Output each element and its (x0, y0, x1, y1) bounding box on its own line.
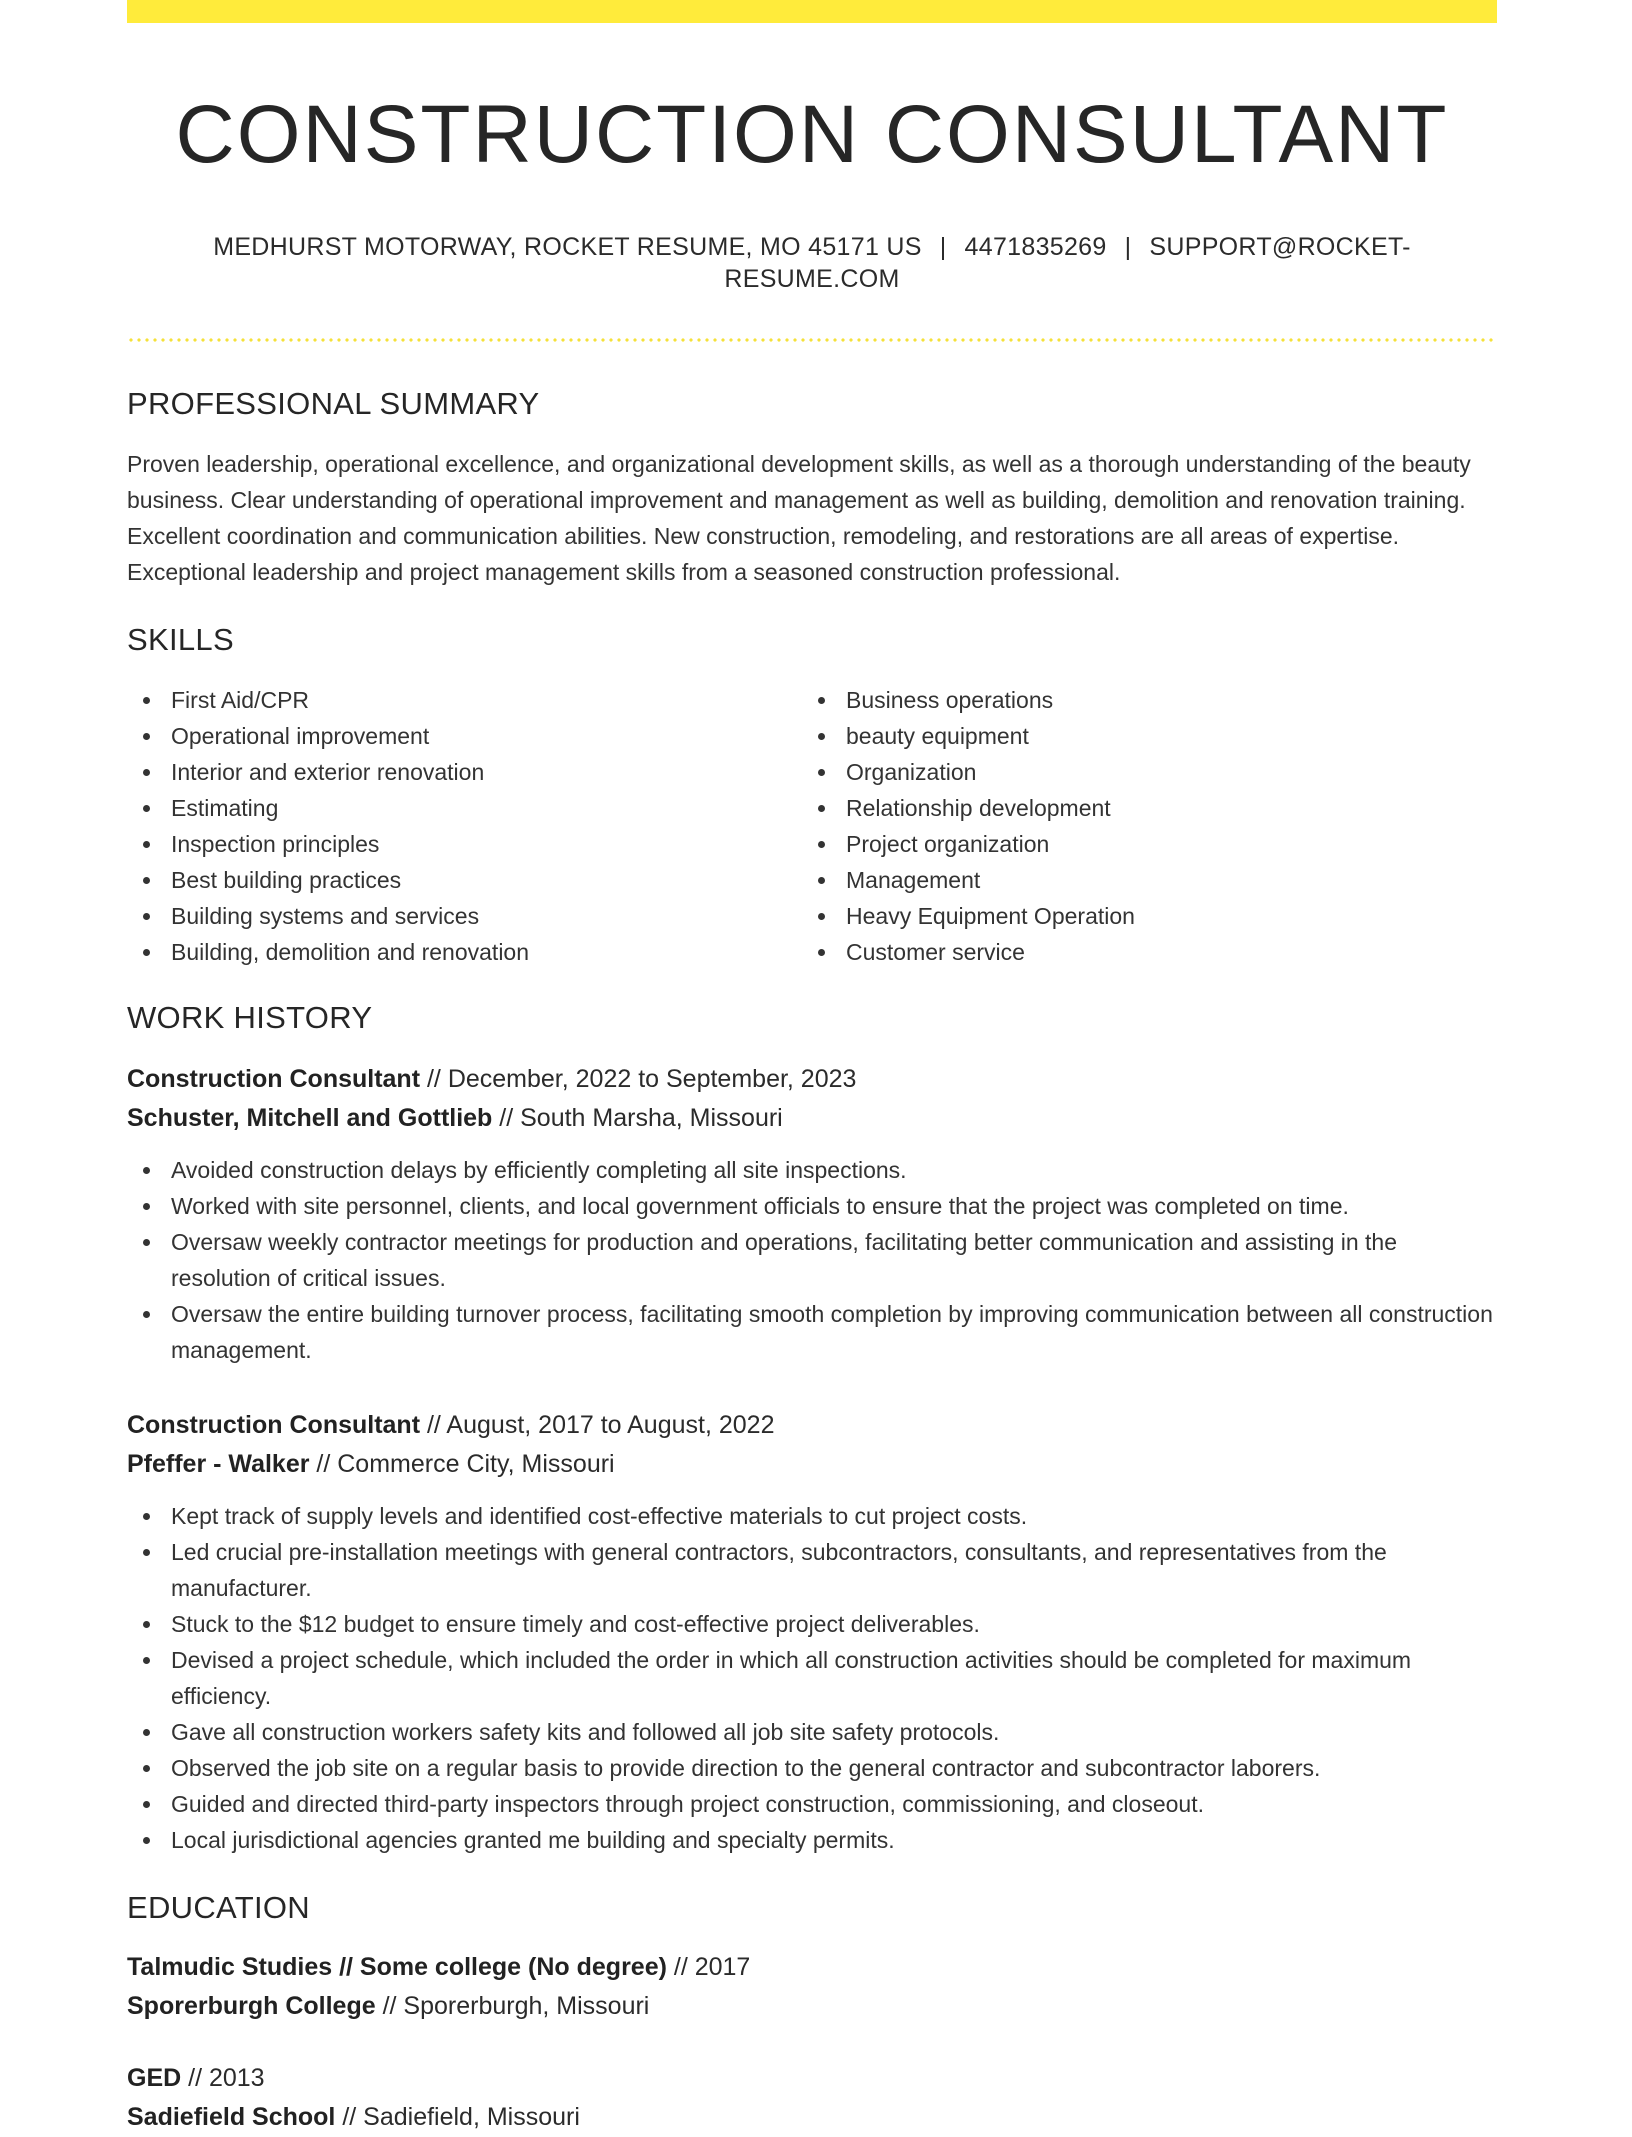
skill-item: Operational improvement (127, 718, 802, 754)
skills-left-list (127, 682, 802, 970)
edu-year: // 2013 (181, 2064, 265, 2092)
skill-item: Building systems and services (127, 898, 802, 934)
edu-school-line (127, 1987, 1497, 2026)
skill-item: Best building practices (127, 862, 802, 898)
summary-heading: PROFESSIONAL SUMMARY (127, 386, 540, 421)
edu-degree-line (127, 2059, 1497, 2098)
job-bullet: Kept track of supply levels and identified cost-effective materials to cut project costs. (127, 1498, 1497, 1534)
resume-page (127, 0, 1497, 2137)
separator: | (1124, 233, 1132, 261)
skills-heading: SKILLS (127, 622, 234, 657)
job-location: // South Marsha, Missouri (492, 1104, 783, 1132)
job-role-line (127, 1406, 1497, 1445)
job-entry (127, 1406, 1497, 1858)
edu-degree-line (127, 1948, 1497, 1987)
job-location: // Commerce City, Missouri (309, 1450, 615, 1478)
job-dates: // August, 2017 to August, 2022 (420, 1411, 775, 1439)
skill-item: Heavy Equipment Operation (802, 898, 1477, 934)
skill-item: Organization (802, 754, 1477, 790)
edu-location: // Sadiefield, Missouri (335, 2103, 580, 2131)
education-heading: EDUCATION (127, 1890, 310, 1925)
job-bullet: Guided and directed third-party inspectors through project construction, commissioning, and closeout. (127, 1786, 1497, 1822)
job-company: Pfeffer - Walker (127, 1450, 310, 1478)
job-bullet: Stuck to the $12 budget to ensure timely and cost-effective project deliverables. (127, 1606, 1497, 1642)
job-role: Construction Consultant (127, 1411, 421, 1439)
job-bullet: Worked with site personnel, clients, and local government officials to ensure that the project was completed on time. (127, 1188, 1497, 1224)
job-dates: // December, 2022 to September, 2023 (420, 1065, 857, 1093)
phone: 4471835269 (964, 233, 1107, 261)
job-bullet: Oversaw weekly contractor meetings for production and operations, facilitating better communication and assisting in the resolution of critical issues. (127, 1224, 1497, 1296)
education-entry (127, 1948, 1497, 2026)
job-bullet: Gave all construction workers safety kits and followed all job site safety protocols. (127, 1714, 1497, 1750)
skills-right-list (802, 682, 1477, 970)
edu-school: Sadiefield School (127, 2103, 336, 2131)
job-bullet: Avoided construction delays by efficiently completing all site inspections. (127, 1152, 1497, 1188)
job-role-line (127, 1060, 1497, 1099)
job-bullets (127, 1152, 1497, 1368)
job-bullet: Devised a project schedule, which included the order in which all construction activities should be completed for maximum efficiency. (127, 1642, 1497, 1714)
address: MEDHURST MOTORWAY, ROCKET RESUME, MO 45171 US (213, 233, 922, 261)
edu-degree: GED (127, 2064, 182, 2092)
edu-school-line (127, 2098, 1497, 2137)
edu-year: // 2017 (666, 1953, 751, 1981)
skill-item: Management (802, 862, 1477, 898)
education-entry (127, 2059, 1497, 2137)
edu-location: // Sporerburgh, Missouri (375, 1992, 650, 2020)
job-entry (127, 1060, 1497, 1368)
job-bullet: Led crucial pre-installation meetings with general contractors, subcontractors, consultants, and representatives from the manufacturer. (127, 1534, 1497, 1606)
contact-line (127, 231, 1497, 295)
work-history-heading: WORK HISTORY (127, 1000, 373, 1035)
edu-school: Sporerburgh College (127, 1992, 376, 2020)
job-bullet: Observed the job site on a regular basis to provide direction to the general contractor and subcontractor laborers. (127, 1750, 1497, 1786)
job-company-line (127, 1445, 1497, 1484)
job-bullets (127, 1498, 1497, 1858)
email: SUPPORT@ROCKET-RESUME.COM (724, 233, 1411, 293)
job-company-line (127, 1099, 1497, 1138)
skills-columns (127, 682, 1497, 970)
job-company: Schuster, Mitchell and Gottlieb (127, 1104, 493, 1132)
skill-item: First Aid/CPR (127, 682, 802, 718)
dotted-divider (127, 338, 1497, 342)
summary-text: Proven leadership, operational excellence, and organizational development skills, as well as a thorough understanding of the beauty business. Clear understanding of operational improvement and management as well as building, demolition and renovation training. Excellent coordination and communication abilities. New construction, remodeling, and restorations are all areas of expertise. Exceptional leadership and project management skills from a seasoned construction professional. (127, 451, 1471, 585)
top-accent-bar (127, 0, 1497, 23)
job-bullet: Local jurisdictional agencies granted me building and specialty permits. (127, 1822, 1497, 1858)
skill-item: Customer service (802, 934, 1477, 970)
skill-item: Estimating (127, 790, 802, 826)
candidate-title: CONSTRUCTION CONSULTANT (175, 89, 1449, 180)
separator: | (939, 233, 947, 261)
skill-item: Inspection principles (127, 826, 802, 862)
skill-item: Relationship development (802, 790, 1477, 826)
skill-item: beauty equipment (802, 718, 1477, 754)
job-role: Construction Consultant (127, 1065, 421, 1093)
job-bullet: Oversaw the entire building turnover process, facilitating smooth completion by improving communication between all construction management. (127, 1296, 1497, 1368)
edu-degree: Talmudic Studies // Some college (No degree) (127, 1953, 667, 1981)
skill-item: Project organization (802, 826, 1477, 862)
skill-item: Building, demolition and renovation (127, 934, 802, 970)
skill-item: Business operations (802, 682, 1477, 718)
skill-item: Interior and exterior renovation (127, 754, 802, 790)
